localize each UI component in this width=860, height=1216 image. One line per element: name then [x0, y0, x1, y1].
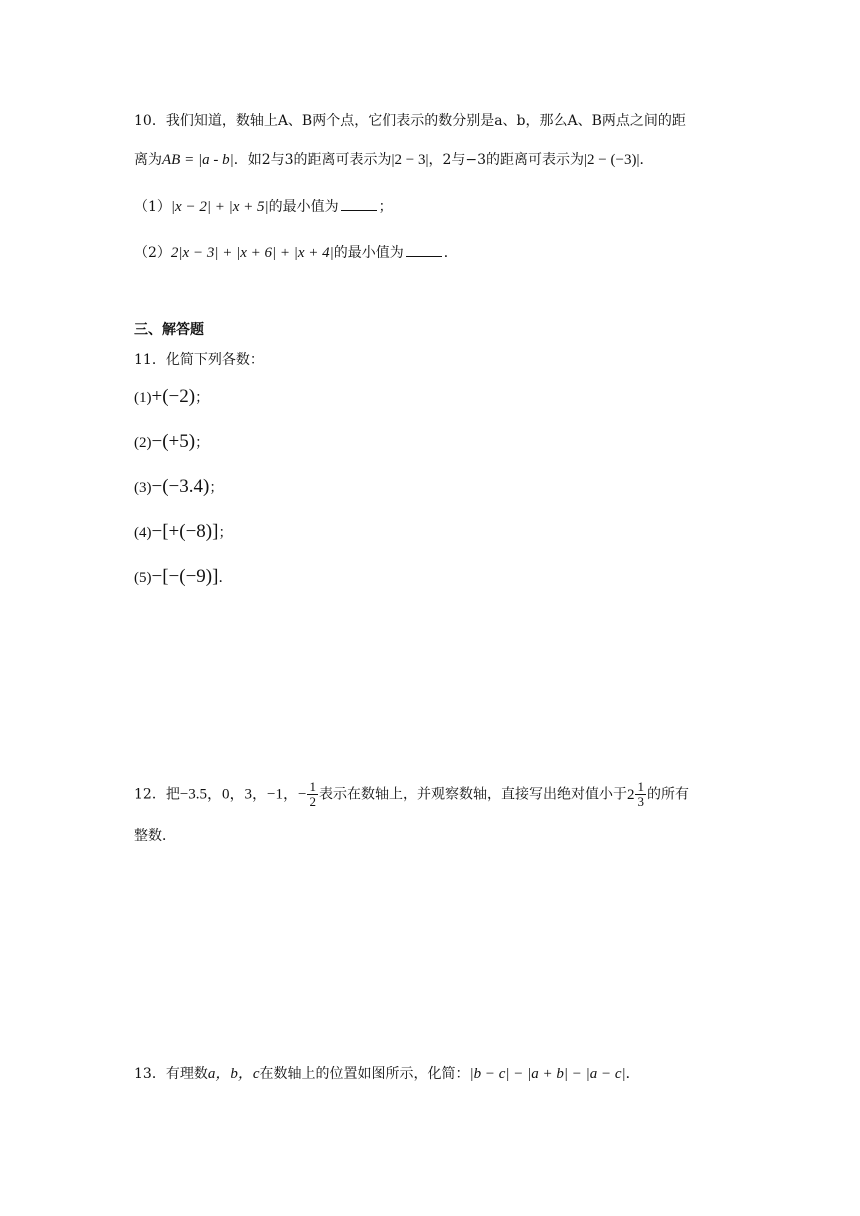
q11-item-end: ．: [218, 570, 233, 586]
q12-line2-text: 整数．: [134, 828, 176, 844]
q13: [134, 1064, 640, 1084]
q10-part1-text: 的最小值为: [268, 199, 339, 215]
q11-item-label: (4): [134, 525, 152, 541]
mixed-fraction: [635, 780, 646, 809]
q13-vars: a，b，c: [207, 1066, 260, 1082]
q10-part2: [134, 242, 458, 263]
q11-stem-text: 11．化简下列各数：: [134, 352, 264, 368]
q11-item: [134, 387, 209, 408]
q11-item-end: ；: [195, 435, 210, 451]
q12-mixed-number: [627, 780, 647, 809]
q11-stem: [134, 350, 264, 370]
section-title-text: 三、解答题: [134, 322, 204, 338]
fraction-numerator: 1: [637, 779, 644, 794]
q11-item-label: (5): [134, 570, 152, 586]
q11-item-label: (1): [134, 390, 152, 406]
q10-intro-line2: [134, 150, 653, 170]
q10-part2-formula: 2|x − 3| + |x + 6| + |x + 4|: [170, 245, 334, 261]
q10-part1-label: （1）: [134, 199, 171, 215]
q12-line1: [134, 780, 689, 809]
q10-part1: [134, 196, 393, 217]
q10-intro-text-1: 10．我们知道，数轴上A、B两个点，它们表示的数分别是a、b，那么A、B两点之间的距: [134, 113, 686, 129]
q11-item-expr: −(−3.4): [151, 476, 210, 497]
q13-middle: 在数轴上的位置如图所示，化简：: [259, 1066, 470, 1082]
q10-part1-formula: |x − 2| + |x + 5|: [170, 199, 269, 215]
q13-end: ．: [625, 1066, 640, 1082]
fraction-denominator: 2: [309, 794, 316, 809]
q10-part2-answer-blank[interactable]: [406, 242, 442, 257]
q10-example1-text: 2与3的距离可表示为: [261, 152, 392, 168]
q10-intro-line1: [134, 111, 686, 131]
q10-part1-answer-blank[interactable]: [341, 196, 377, 211]
q12-prefix: 12．把: [134, 786, 180, 803]
q10-intro-mid: ．如: [233, 152, 262, 168]
q11-item-label: (3): [134, 480, 152, 496]
q11-item: [134, 477, 223, 498]
q10-part2-text: 的最小值为: [333, 245, 404, 261]
q10-example1-formula: |2 − 3|: [391, 152, 429, 168]
q12-middle-text: 表示在数轴上，并观察数轴，直接写出绝对值小于: [318, 786, 627, 803]
q12-fraction-half: [307, 780, 318, 809]
q10-intro-end: ．: [639, 152, 654, 168]
q10-intro-prefix: 离为: [134, 152, 162, 168]
q11-item-end: ；: [195, 390, 210, 406]
q11-item-expr: −(+5): [151, 431, 196, 452]
q10-example2-text: ，2与−3的距离可表示为: [428, 152, 585, 168]
q10-distance-formula: AB = |a - b|: [162, 152, 234, 168]
q11-item-expr: +(−2): [151, 386, 196, 407]
q11-item-end: ；: [209, 480, 224, 496]
q10-example2-formula: |2 − (−3)|: [584, 152, 640, 168]
q11-item-expr: −[−(−9)]: [151, 566, 219, 587]
q12-numbers: −3.5，0，3，−1，: [179, 786, 298, 803]
q12-neg-sign: −: [298, 786, 307, 803]
fraction-denominator: 3: [637, 794, 644, 809]
q11-item: [134, 432, 209, 453]
q12-end-text: 的所有: [646, 786, 689, 803]
mixed-whole: 2: [626, 786, 635, 803]
q10-part2-end: ．: [443, 245, 458, 261]
q13-formula: |b − c| − |a + b| − |a − c|: [469, 1066, 626, 1082]
fraction-numerator: 1: [309, 779, 316, 794]
q12-line2: [134, 826, 176, 846]
q11-item-end: ；: [218, 525, 233, 541]
q10-part1-end: ；: [378, 199, 393, 215]
q11-item-expr: −[+(−8)]: [151, 521, 219, 542]
q11-item: [134, 522, 232, 543]
section-title: [134, 320, 204, 340]
q11-item-label: (2): [134, 435, 152, 451]
q10-part2-label: （2）: [134, 245, 171, 261]
q11-item: [134, 567, 232, 588]
q13-prefix: 13．有理数: [134, 1066, 208, 1082]
